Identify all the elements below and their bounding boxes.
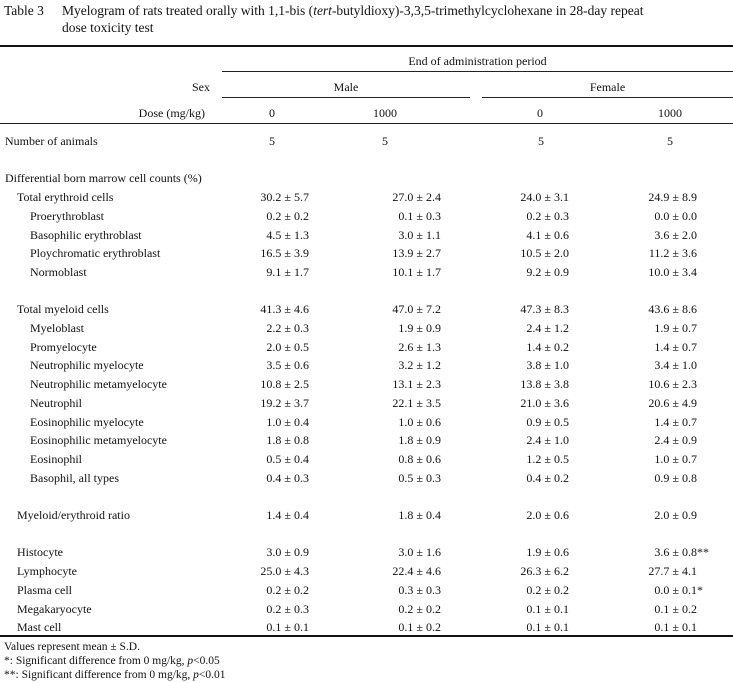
table-row <box>0 600 733 619</box>
cell-value: 22.1 ± 3.5 <box>392 395 441 410</box>
cell-value: 1.4 ± 0.7 <box>654 339 697 354</box>
table-row <box>0 506 733 525</box>
cell-value: 27.7 ± 4.1 <box>648 564 697 579</box>
cell-value: 1.2 ± 0.5 <box>526 451 569 466</box>
dose-label: Dose (mg/kg) <box>138 106 205 120</box>
cell-value: 1.9 ± 0.7 <box>654 321 697 335</box>
cell-value: 1.8 ± 0.4 <box>398 508 441 522</box>
cell-value: 0.1 ± 0.2 <box>398 620 441 635</box>
cell-value: 43.6 ± 8.6 <box>648 302 697 317</box>
cell-value: 0.4 ± 0.2 <box>526 470 569 485</box>
cell-value: 24.9 ± 8.9 <box>648 190 697 205</box>
row-label: Lymphocyte <box>17 564 77 579</box>
row-label: Eosinophilic metamyelocyte <box>30 433 167 448</box>
cell-value: 10.1 ± 1.7 <box>392 264 441 279</box>
row-label: Histocyte <box>17 545 63 560</box>
cell-value: 25.0 ± 4.3 <box>260 564 309 579</box>
cell-value: 1.8 ± 0.9 <box>398 433 441 448</box>
header-rule <box>0 123 733 124</box>
cell-value: 9.1 ± 1.7 <box>266 264 309 279</box>
cell-value: 3.2 ± 1.2 <box>398 358 441 373</box>
cell-value: 11.2 ± 3.6 <box>648 246 697 261</box>
cell-value: 0.5 ± 0.3 <box>398 470 441 485</box>
table-row <box>0 169 733 188</box>
footnote-p001: **: Significant difference from 0 mg/kg, p<0.01 <box>4 669 226 681</box>
cell-value: 0.0 ± 0.0 <box>654 208 697 223</box>
male-header: Male <box>333 80 359 94</box>
cell-value: 1.0 ± 0.7 <box>654 451 697 466</box>
cell-value: 0.1 ± 0.2 <box>654 601 697 616</box>
table-row <box>0 338 733 357</box>
cell-value: 4.1 ± 0.6 <box>526 227 569 242</box>
table-row <box>0 431 733 450</box>
cell-value: 9.2 ± 0.9 <box>526 264 569 279</box>
top-rule <box>0 45 733 47</box>
cell-value: 0.0 ± 0.1* <box>654 582 703 597</box>
cell-value: 2.0 ± 0.5 <box>266 339 309 354</box>
table-row <box>0 356 733 375</box>
cell-value: 10.0 ± 3.4 <box>648 264 697 279</box>
row-label: Basophil, all types <box>30 470 119 485</box>
cell-value: 10.5 ± 2.0 <box>520 246 569 261</box>
caption-italic: tert <box>313 3 332 18</box>
cell-value: 1.4 ± 0.7 <box>654 414 697 429</box>
cell-value: 26.3 ± 6.2 <box>520 564 569 579</box>
cell-value: 0.2 ± 0.2 <box>526 582 569 597</box>
row-label: Basophilic erythroblast <box>30 227 142 242</box>
row-label: Normoblast <box>30 264 87 279</box>
cell-value: 0.2 ± 0.2 <box>266 208 309 223</box>
table-number: Table 3 <box>4 3 44 18</box>
cell-value: 1.0 ± 0.4 <box>266 414 309 429</box>
cell-value: 0.9 ± 0.5 <box>526 414 569 429</box>
cell-value: 22.4 ± 4.6 <box>392 564 441 579</box>
dose-header: 1000 <box>373 106 397 120</box>
cell-value: 5 <box>269 134 275 148</box>
cell-value: 0.3 ± 0.3 <box>398 582 441 597</box>
cell-value: 2.0 ± 0.6 <box>526 508 569 522</box>
cell-value: 0.5 ± 0.4 <box>266 451 309 466</box>
row-label: Myeloid/erythroid ratio <box>17 508 130 522</box>
table-row <box>0 413 733 432</box>
row-label: Eosinophil <box>30 451 83 466</box>
cell-value: 2.0 ± 0.9 <box>654 508 697 522</box>
cell-value: 0.2 ± 0.3 <box>266 601 309 616</box>
row-label: Ploychromatic erythroblast <box>30 246 161 261</box>
table-row <box>0 132 733 151</box>
cell-value: 0.1 ± 0.1 <box>266 620 309 635</box>
table-row <box>0 450 733 469</box>
cell-value: 3.0 ± 1.1 <box>398 227 441 242</box>
caption-text: Myelogram of rats treated orally with 1,1-bis ( <box>62 3 314 18</box>
cell-value: 13.9 ± 2.7 <box>392 246 441 261</box>
cell-value: 1.0 ± 0.6 <box>398 414 441 429</box>
cell-value: 2.6 ± 1.3 <box>398 339 441 354</box>
cell-value: 47.0 ± 7.2 <box>392 302 441 317</box>
bottom-rule <box>0 635 733 637</box>
caption-text-end: -butyldioxy)-3,3,5-trimethylcyclohexane in 28-day repeat <box>331 3 644 18</box>
cell-value: 0.2 ± 0.2 <box>266 582 309 597</box>
row-label: Neutrophilic metamyelocyte <box>30 377 167 392</box>
cell-value: 21.0 ± 3.6 <box>520 395 569 410</box>
table-row <box>0 226 733 245</box>
cell-value: 2.4 ± 1.2 <box>526 321 569 335</box>
cell-value: 3.6 ± 0.8** <box>654 545 709 560</box>
table-row <box>0 300 733 319</box>
cell-value: 4.5 ± 1.3 <box>266 227 309 242</box>
cell-value: 5 <box>667 134 673 148</box>
cell-value: 41.3 ± 4.6 <box>260 302 309 317</box>
female-header: Female <box>589 80 626 94</box>
cell-value: 3.5 ± 0.6 <box>266 358 309 373</box>
cell-value: 0.4 ± 0.3 <box>266 470 309 485</box>
cell-value: 10.6 ± 2.3 <box>648 377 697 392</box>
cell-value: 1.4 ± 0.2 <box>526 339 569 354</box>
cell-value: 19.2 ± 3.7 <box>260 395 309 410</box>
table-row <box>0 469 733 488</box>
cell-value: 0.1 ± 0.1 <box>654 620 697 635</box>
cell-value: 47.3 ± 8.3 <box>520 302 569 317</box>
cell-value: 20.6 ± 4.9 <box>648 395 697 410</box>
row-label: Promyelocyte <box>30 339 97 354</box>
cell-value: 2.4 ± 1.0 <box>526 433 569 448</box>
row-label: Megakaryocyte <box>17 601 92 616</box>
cell-value: 2.4 ± 0.9 <box>654 433 697 448</box>
cell-value: 16.5 ± 3.9 <box>260 246 309 261</box>
table-row <box>0 562 733 581</box>
sex-label: Sex <box>192 80 210 94</box>
row-label: Total myeloid cells <box>17 302 109 317</box>
cell-value: 0.8 ± 0.6 <box>398 451 441 466</box>
row-label: Eosinophilic myelocyte <box>30 414 144 429</box>
cell-value: 1.4 ± 0.4 <box>266 508 309 522</box>
cell-value: 0.1 ± 0.3 <box>398 208 441 223</box>
cell-value: 0.2 ± 0.2 <box>398 601 441 616</box>
cell-value: 27.0 ± 2.4 <box>392 190 441 205</box>
table-row <box>0 188 733 207</box>
row-label: Myeloblast <box>30 321 84 335</box>
cell-value: 1.9 ± 0.9 <box>398 321 441 335</box>
cell-value: 3.0 ± 1.6 <box>398 545 441 560</box>
table-caption <box>4 2 729 36</box>
cell-value: 3.6 ± 2.0 <box>654 227 697 242</box>
row-label: Plasma cell <box>17 582 72 597</box>
table-row <box>0 207 733 226</box>
cell-value: 0.2 ± 0.3 <box>526 208 569 223</box>
table-row <box>0 263 733 282</box>
dose-header: 0 <box>269 106 275 120</box>
table-row <box>0 581 733 600</box>
table-row <box>0 375 733 394</box>
cell-value: 3.4 ± 1.0 <box>654 358 697 373</box>
dose-header: 0 <box>537 106 543 120</box>
cell-value: 1.8 ± 0.8 <box>266 433 309 448</box>
cell-value: 30.2 ± 5.7 <box>260 190 309 205</box>
period-header: End of administration period <box>408 54 547 68</box>
row-label: Mast cell <box>17 620 62 635</box>
table-row <box>0 543 733 562</box>
cell-value: 0.9 ± 0.8 <box>654 470 697 485</box>
row-label: Differential born marrow cell counts (%) <box>5 171 202 186</box>
period-rule <box>222 71 733 72</box>
cell-value: 3.0 ± 0.9 <box>266 545 309 560</box>
cell-value: 1.9 ± 0.6 <box>526 545 569 560</box>
dose-header: 1000 <box>658 106 682 120</box>
row-label: Number of animals <box>5 134 98 148</box>
row-label: Neutrophilic myelocyte <box>30 358 144 373</box>
cell-value: 3.8 ± 1.0 <box>526 358 569 373</box>
row-label: Proerythroblast <box>30 208 104 223</box>
cell-value: 5 <box>538 134 544 148</box>
cell-value: 5 <box>382 134 388 148</box>
male-rule <box>222 97 470 98</box>
footnote-mean-sd: Values represent mean ± S.D. <box>4 641 140 653</box>
cell-value: 0.1 ± 0.1 <box>526 601 569 616</box>
table-row <box>0 244 733 263</box>
caption-line2: dose toxicity test <box>62 20 154 35</box>
cell-value: 13.8 ± 3.8 <box>520 377 569 392</box>
cell-value: 0.1 ± 0.1 <box>526 620 569 635</box>
cell-value: 10.8 ± 2.5 <box>260 377 309 392</box>
row-label: Total erythroid cells <box>17 190 114 205</box>
cell-value: 2.2 ± 0.3 <box>266 321 309 335</box>
female-rule <box>482 97 733 98</box>
cell-value: 24.0 ± 3.1 <box>520 190 569 205</box>
cell-value: 13.1 ± 2.3 <box>392 377 441 392</box>
table-row <box>0 394 733 413</box>
row-label: Neutrophil <box>30 395 82 410</box>
table-row <box>0 319 733 338</box>
footnote-p005: *: Significant difference from 0 mg/kg, p<0.05 <box>4 655 220 667</box>
